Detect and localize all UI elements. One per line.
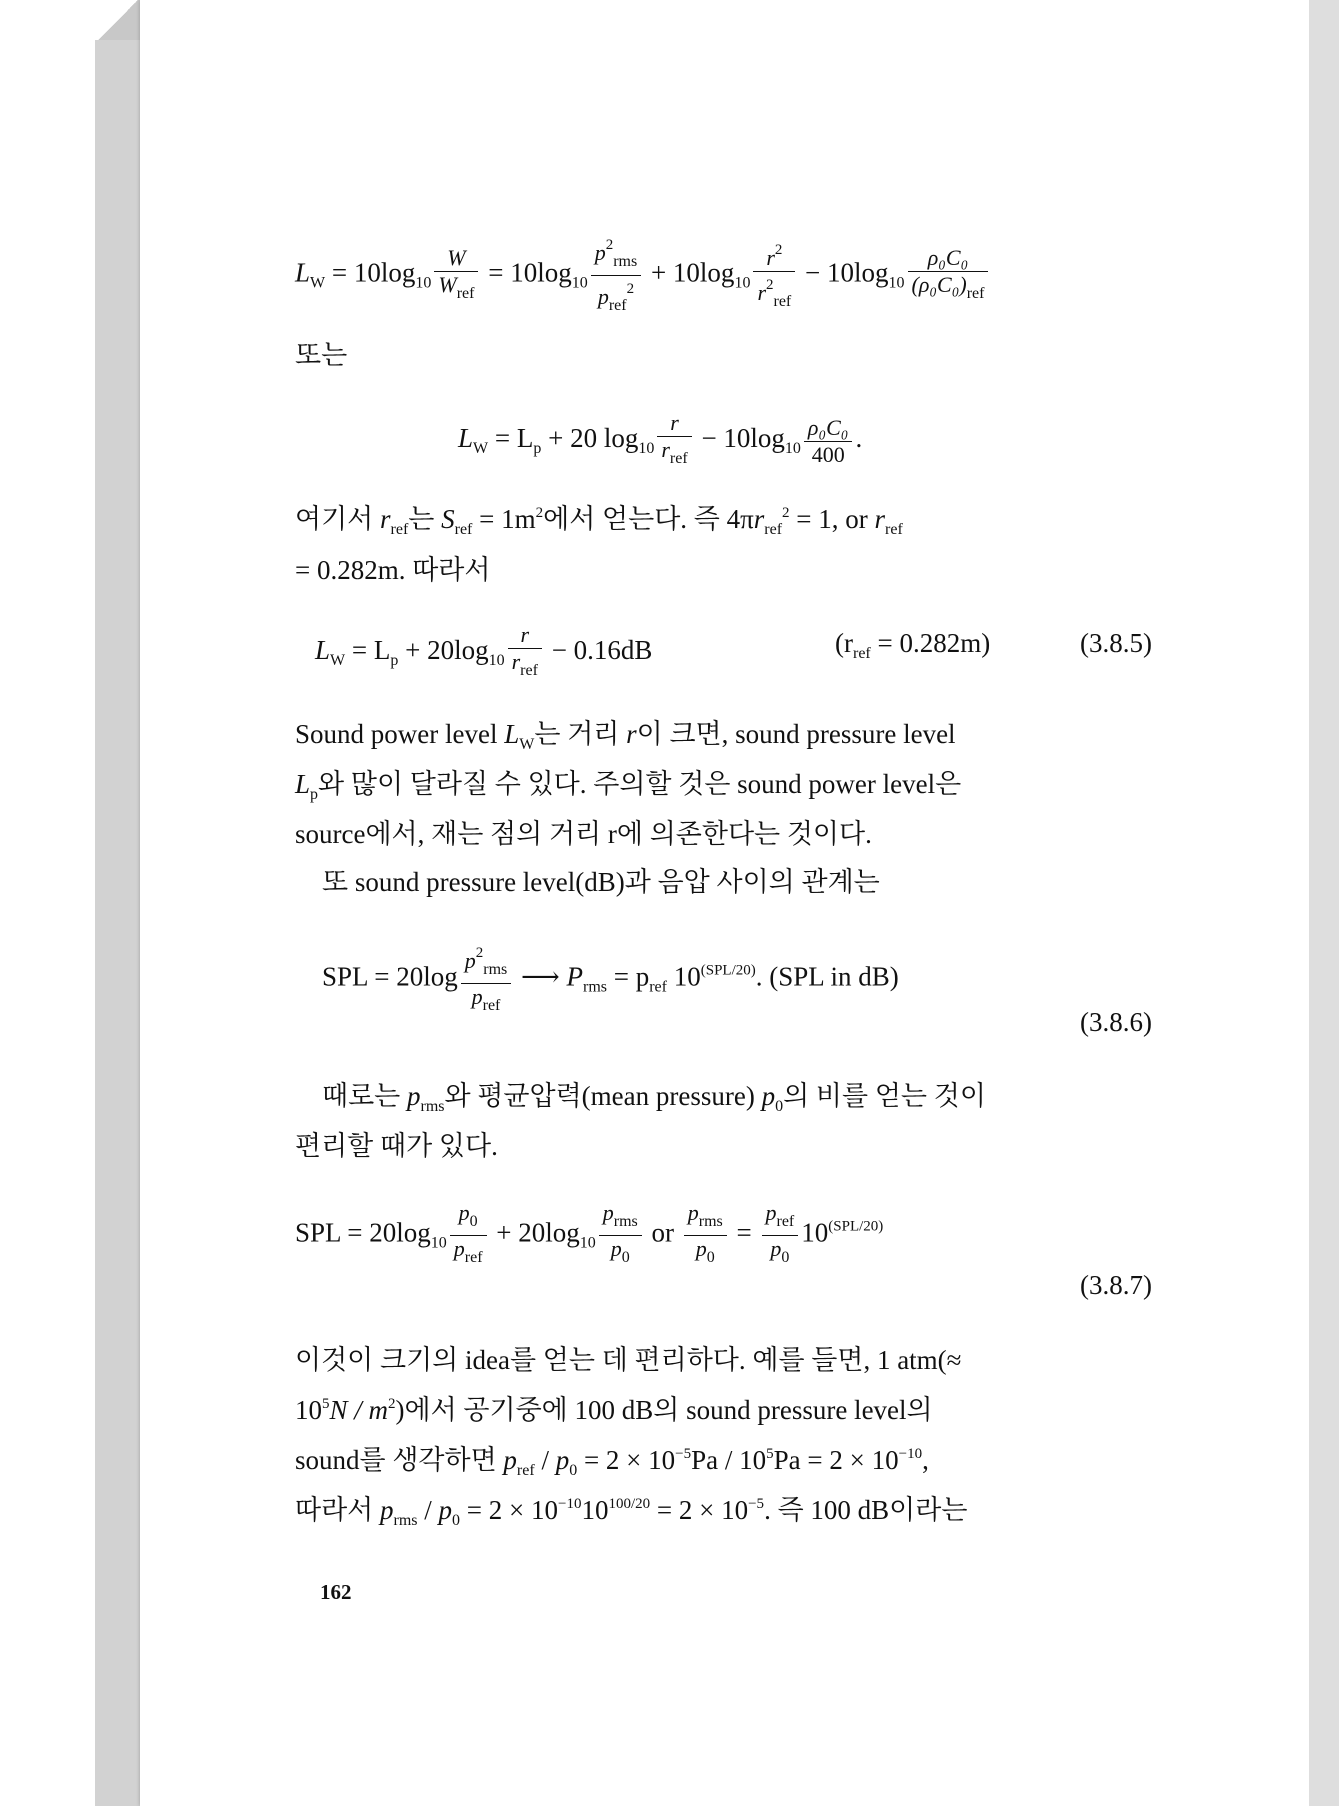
eq5-log-sub: 10	[430, 1234, 447, 1252]
para2-r: r	[626, 719, 637, 749]
eq5-fraction-2	[599, 1200, 642, 1271]
eq4-lhs: SPL = 20log	[322, 961, 458, 992]
eq5-fraction-3	[684, 1200, 727, 1271]
eq3-term1-sub: p	[390, 652, 399, 670]
eq1-term2: = 10log	[488, 257, 572, 288]
para1-text-a: 여기서	[295, 504, 380, 534]
eq5-f2-den-sub: 0	[621, 1249, 630, 1266]
eq1-f3-num-sup: 2	[774, 241, 783, 258]
para2-line1	[295, 712, 956, 754]
para2-Lp-sub: p	[310, 786, 319, 803]
para4-l4-sup-c: −5	[748, 1496, 765, 1512]
eq1-fraction-distance	[753, 237, 795, 315]
para3-line2: 편리할 때가 있다.	[295, 1131, 498, 1161]
para4-l4-g: = 2 × 10	[460, 1495, 558, 1525]
eq1-f2-num-sub: rms	[613, 253, 638, 270]
page-corner	[95, 0, 141, 40]
eq1-f2-num: p	[594, 240, 606, 265]
para4-line3	[295, 1438, 929, 1480]
para1-s-sub: ref	[454, 521, 473, 538]
para3-p: p	[407, 1081, 421, 1111]
eq4-f-num: p	[464, 948, 476, 973]
eq1-term3: + 10log	[650, 257, 735, 288]
eq5-f1-num: p	[458, 1200, 470, 1225]
eq5-f2-num: p	[602, 1200, 614, 1225]
eq3-number: (3.8.5)	[1080, 628, 1152, 658]
para4-l4-sup-b: 100/20	[608, 1496, 651, 1512]
eq1-f2-den-sub: ref	[608, 297, 627, 314]
para2-line3: source에서, 재는 점의 거리 r에 의존한다는 것이다.	[295, 819, 872, 849]
para4-l3-p-sub: ref	[516, 1462, 535, 1479]
eq2-f2-den: 400	[811, 441, 845, 467]
para4-text-a: 10	[295, 1395, 322, 1425]
eq5-tail: 10	[801, 1217, 829, 1248]
eq3-cond-sub: ref	[852, 645, 871, 662]
para1-line2: = 0.282m. 따라서	[295, 555, 491, 585]
para4-l3-m: ,	[922, 1445, 929, 1475]
para1-r3: r	[874, 504, 886, 534]
eq1-f4-den-sub: ref	[966, 284, 985, 302]
eq2-log-sub-2: 10	[784, 440, 801, 458]
eq1-f4-den: (ρ₀C₀)	[911, 271, 967, 297]
eq1-f2-den-sup: 2	[626, 281, 635, 297]
para4-l3-p0: p	[555, 1445, 570, 1475]
eq5-log-sub-2: 10	[579, 1234, 596, 1252]
para1-r2: r	[753, 504, 765, 534]
eq1-f1-num: W	[447, 244, 466, 270]
para4-l4-i: 10	[581, 1495, 609, 1525]
eq1-term1: = 10log	[331, 257, 416, 288]
para1-r2-sub: ref	[764, 521, 783, 538]
para3-text-d: 와 평균압력(mean pressure)	[444, 1081, 762, 1111]
eq4-rhs2: = p	[606, 961, 650, 992]
para1-r2-sup: 2	[782, 505, 790, 521]
para4-line2	[295, 1388, 933, 1427]
para4-l4-p0: p	[438, 1495, 453, 1525]
para2-text-a: Sound power level	[295, 719, 505, 749]
para3-p0: p	[761, 1081, 776, 1111]
eq5-f4-den: p	[770, 1236, 782, 1261]
para4-l4-p0-sub: 0	[452, 1512, 461, 1529]
eq3-cond-end: = 0.282m)	[870, 628, 991, 658]
eq1-log-sub-2: 10	[571, 274, 588, 292]
eq3-condition	[835, 628, 990, 663]
para4-l4-k: = 2 × 10	[650, 1495, 749, 1525]
eq1-term4: − 10log	[805, 257, 889, 288]
eq5-f1-num-sub: 0	[469, 1213, 478, 1230]
eq2-fraction-distance	[657, 410, 691, 472]
eq1-f1-den-sub: ref	[456, 284, 475, 302]
eq4-f-den: p	[471, 984, 483, 1009]
eq1-lhs: L	[295, 257, 311, 288]
equation-sound-power-level-expanded	[295, 232, 991, 319]
para4-line1: 이것이 크기의 idea를 얻는 데 편리하다. 예를 들면, 1 atm(≈	[295, 1345, 962, 1375]
eq5-f4-den-sub: 0	[781, 1249, 790, 1266]
arrow-icon: ⟶	[521, 961, 560, 992]
eq2-term2: + 20 log	[548, 423, 639, 454]
para4-text-e: )에서 공기중에 100 dB의 sound pressure level의	[395, 1395, 933, 1425]
para1-text-i: 에서 얻는다. 즉 4π	[543, 504, 754, 534]
eq1-f4-num: ρ₀C₀	[927, 244, 969, 270]
eq5-fraction-1	[450, 1200, 487, 1271]
eq1-lhs-sub: W	[310, 274, 326, 292]
eq5-f3-den: p	[695, 1236, 707, 1261]
eq5-tail-sup: (SPL/20)	[828, 1218, 884, 1235]
equation-3-8-7	[295, 1200, 883, 1271]
eq2-lhs: L	[458, 423, 474, 454]
para3-p0-sub: 0	[775, 1098, 784, 1115]
para4-l3-sup-c: −10	[898, 1446, 923, 1462]
eq1-f2-num-sup: 2	[605, 237, 614, 253]
para2-L-sub: W	[519, 736, 535, 753]
eq3-fraction-distance	[508, 622, 542, 684]
eq2-term1: = L	[494, 423, 534, 454]
para4-l4-p: p	[380, 1495, 394, 1525]
equation-3-8-5	[315, 622, 652, 684]
para4-l3-slash: /	[534, 1445, 556, 1475]
eq3-lhs-sub: W	[330, 652, 346, 670]
eq1-f3-den-sub: ref	[773, 292, 792, 310]
book-spine	[95, 0, 141, 1806]
eq5-f3-den-sub: 0	[706, 1249, 715, 1266]
eq4-f-num-sup: 2	[475, 945, 484, 961]
para2-Lp: L	[295, 769, 311, 799]
eq1-fraction-pressure	[591, 232, 642, 319]
para4-sup-5: 5	[322, 1396, 330, 1412]
para1-sup-2: 2	[535, 505, 544, 521]
eq3-f-num: r	[520, 622, 530, 647]
eq5-number: (3.8.7)	[1080, 1270, 1152, 1300]
eq1-f1-den: W	[438, 271, 457, 297]
eq2-term1-sub: p	[533, 440, 542, 458]
eq2-end: .	[855, 423, 863, 454]
eq2-f1-num: r	[670, 410, 679, 435]
eq1-f3-den-sup: 2	[766, 276, 774, 293]
eq3-log-sub: 10	[488, 652, 505, 670]
para1-text-d: 는	[408, 504, 442, 534]
para3-text-g: 의 비를 얻는 것이	[783, 1081, 986, 1111]
eq3-term3: − 0.16dB	[551, 635, 653, 666]
para4-l4-m: . 즉 100 dB이라는	[764, 1495, 968, 1525]
para3-text-a: 때로는	[322, 1081, 407, 1111]
equation-sound-power-level-simplified	[458, 410, 862, 472]
eq5-f1-den: p	[453, 1236, 465, 1261]
eq2-fraction-impedance	[804, 415, 853, 468]
eq5-term2: + 20log	[496, 1217, 580, 1248]
para4-line4	[295, 1488, 967, 1530]
eq2-lhs-sub: W	[473, 440, 489, 458]
para1-r: r	[380, 504, 391, 534]
para4-l4-slash: /	[417, 1495, 439, 1525]
para4-l3-i: Pa / 10	[691, 1445, 767, 1475]
eq5-fraction-4	[762, 1200, 799, 1271]
para4-l3-k: Pa = 2 × 10	[773, 1445, 899, 1475]
para2-text-d: 는 거리	[534, 719, 627, 749]
eq4-fraction	[461, 940, 512, 1019]
para4-l3-sup-a: −5	[675, 1446, 692, 1462]
eq3-f-den: r	[511, 649, 521, 674]
eq1-f3-num: r	[766, 244, 775, 270]
para4-l3-sup-b: 5	[766, 1446, 774, 1462]
para4-l3-p0-sub: 0	[569, 1462, 578, 1479]
eq1-fraction-power	[434, 245, 478, 307]
para4-l4-sup-a: −10	[557, 1496, 582, 1512]
para4-l3-a: sound를 생각하면	[295, 1445, 504, 1475]
eq3-term2: + 20log	[405, 635, 489, 666]
para1-text-g: = 1m	[472, 504, 536, 534]
para2-line4: 또 sound pressure level(dB)과 음압 사이의 관계는	[322, 867, 880, 897]
eq5-or: or	[644, 1217, 681, 1248]
para2-text-c: 와 많이 달라질 수 있다. 주의할 것은 sound power level은	[318, 769, 962, 799]
eq2-term3: − 10log	[701, 423, 785, 454]
eq5-f2-num-sub: rms	[613, 1213, 638, 1230]
eq5-f2-den: p	[610, 1236, 622, 1261]
para2-line2	[295, 762, 961, 804]
eq5-f3-num-sub: rms	[698, 1213, 723, 1230]
equation-3-8-6	[322, 940, 899, 1019]
para1-r3-sub: ref	[885, 521, 903, 538]
para4-l4-a: 따라서	[295, 1495, 380, 1525]
para4-l3-p: p	[503, 1445, 517, 1475]
para2-text-f: 이 크면, sound pressure level	[636, 719, 956, 749]
eq4-rhs2-sub: ref	[649, 978, 667, 996]
para2-L: L	[504, 719, 520, 749]
eq3-f-den-sub: ref	[520, 662, 538, 679]
eq4-P: P	[566, 961, 583, 992]
eq1-log-sub: 10	[415, 274, 432, 292]
eq4-number: (3.8.6)	[1080, 1007, 1152, 1037]
eq4-rhs3-sup: (SPL/20)	[700, 962, 756, 979]
eq2-f1-den-sub: ref	[669, 450, 688, 467]
para1-r-sub: ref	[390, 521, 409, 538]
para4-unit: N / m	[329, 1395, 389, 1425]
para4-l3-g: = 2 × 10	[577, 1445, 676, 1475]
page-edge	[1309, 0, 1339, 1806]
eq5-f4-num-sub: ref	[776, 1213, 795, 1230]
eq1-log-sub-4: 10	[888, 274, 905, 292]
para4-l4-p-sub: rms	[393, 1512, 418, 1529]
para4-sup-2: 2	[388, 1396, 396, 1412]
eq4-f-num-sub: rms	[483, 961, 508, 978]
eq4-f-den-sub: ref	[482, 997, 501, 1014]
eq1-f2-den: p	[597, 284, 609, 309]
eq5-lhs: SPL = 20log	[295, 1217, 431, 1248]
eq3-term1: = L	[351, 635, 391, 666]
eq2-f1-den: r	[661, 437, 670, 462]
eq1-log-sub-3: 10	[734, 274, 751, 292]
para1-text-m: = 1, or	[789, 504, 875, 534]
para1-s: S	[441, 504, 455, 534]
eq5-equals: =	[729, 1217, 759, 1248]
para3-p-sub: rms	[420, 1098, 445, 1115]
eq4-rhs4: . (SPL in dB)	[755, 961, 899, 992]
eq1-f3-den: r	[757, 279, 766, 305]
page-number: 162	[320, 1580, 352, 1604]
eq5-f3-num: p	[687, 1200, 699, 1225]
eq4-P-sub: rms	[582, 978, 607, 996]
para3-line1	[322, 1074, 986, 1116]
para1-line1	[295, 497, 903, 539]
eq1-fraction-impedance	[908, 245, 989, 307]
eq4-rhs3: 10	[666, 961, 701, 992]
eq5-f4-num: p	[765, 1200, 777, 1225]
eq2-log-sub: 10	[638, 440, 655, 458]
text-or: 또는	[295, 340, 348, 370]
eq3-lhs: L	[315, 635, 331, 666]
eq2-f2-num: ρ₀C₀	[807, 414, 849, 440]
eq3-cond: (r	[835, 628, 853, 658]
eq5-f1-den-sub: ref	[464, 1249, 483, 1266]
